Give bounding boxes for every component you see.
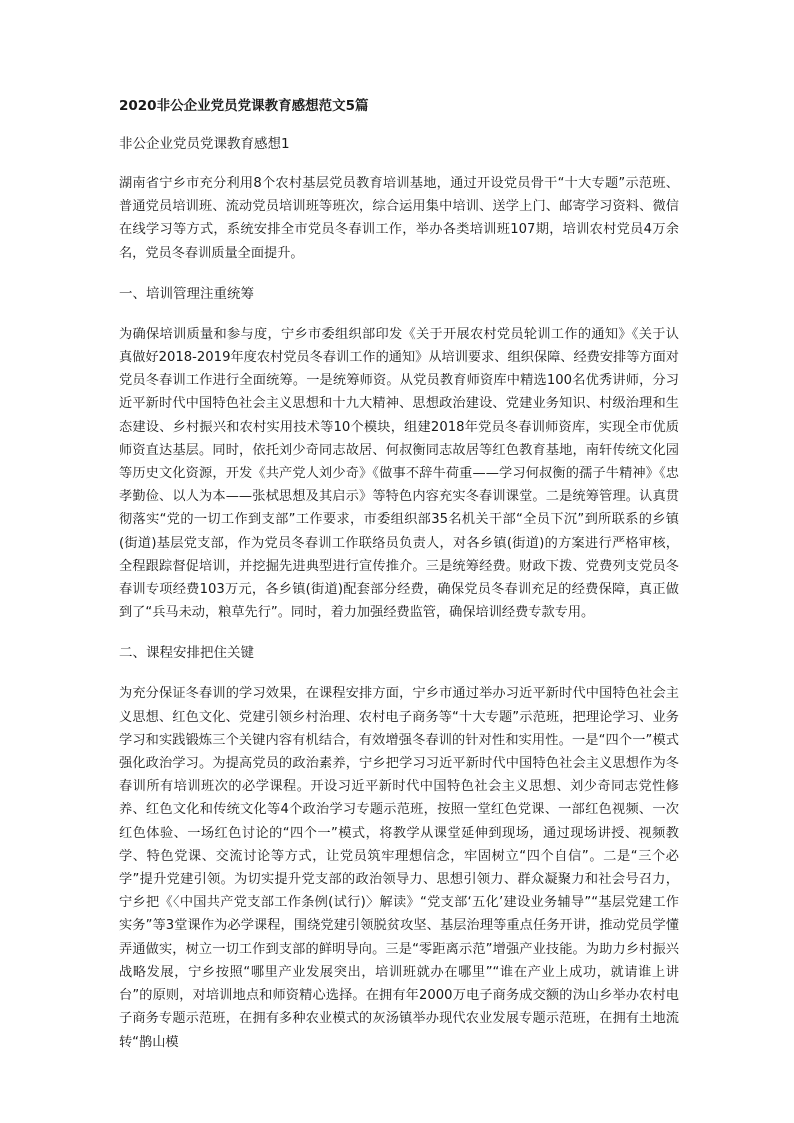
section-1-paragraph: 为确保培训质量和参与度，宁乡市委组织部印发《关于开展农村党员轮训工作的通知》《关于认真做好2018-2019年度农村党员冬春训工作的通知》从培训要求、组织保障、经费安排等方面对党员冬春训工作进行全面统筹。一是统筹师资。从党员教育师资库中精选100名优秀讲师，分习近平新时代中国特色社会主义思想和十九大精神、思想政治建设、党建业务知识、村级治理和生态建设、乡村振兴和农村实用技术等10个模块，组建2018年党员冬春训师资库，实现全市优质师资直达基层。同时，依托刘少奇同志故居、何叔衡同志故居等红色教育基地，南轩传统文化园等历史文化资源，开发《共产党人刘少奇》《做事不辞牛荷重——学习何叔衡的孺子牛精神》《忠孝勤俭、以人为本——张栻思想及其启示》等特色内容充实冬春训课堂。二是统筹管理。认真贯彻落实“党的一切工作到支部”工作要求，市委组织部35名机关干部“全员下沉”到所联系的乡镇(街道)基层党支部，作为党员冬春训工作联络员负责人，对各乡镇(街道)的方案进行严格审核，全程跟踪督促培训，并挖掘先进典型进行宣传推介。三是统筹经费。财政下拨、党费列支党员冬春训专项经费103万元，各乡镇(街道)配套部分经费，确保党员冬春训充足的经费保障，真正做到了“兵马未动，粮草先行”。同时，着力加强经费监管，确保培训经费专款专用。	[119, 326, 679, 621]
section-heading-2: 二、课程安排把住关键	[119, 645, 254, 662]
section-2-paragraph: 为充分保证冬春训的学习效果，在课程安排方面，宁乡市通过举办习近平新时代中国特色社会主义思想、红色文化、党建引领乡村治理、农村电子商务等“十大专题”示范班，把理论学习、业务学习和实践锻炼三个关键内容有机结合，有效增强冬春训的针对性和实用性。一是“四个一”模式强化政治学习。为提高党员的政治素养，宁乡把学习习近平新时代中国特色社会主义思想作为冬春训所有培训班次的必学课程。开设习近平新时代中国特色社会主义思想、刘少奇同志党性修养、红色文化和传统文化等4个政治学习专题示范班，按照一堂红色党课、一部红色视频、一次红色体验、一场红色讨论的“四个一”模式，将教学从课堂延伸到现场，通过现场讲授、视频教学、特色党课、交流讨论等方式，让党员筑牢理想信念，牢固树立“四个自信”。二是“三个必学”提升党建引领。为切实提升党支部的政治领导力、思想引领力、群众凝聚力和社会号召力，宁乡把《〈中国共产党支部工作条例(试行)〉解读》“党支部‘五化’建设业务辅导”“基层党建工作实务”等3堂课作为必学课程，围绕党建引领脱贫攻坚、基层治理等重点任务开讲，推动党员学懂弄通做实，树立一切工作到支部的鲜明导向。三是“零距离示范”增强产业技能。为助力乡村振兴战略发展，宁乡按照“哪里产业发展突出，培训班就办在哪里”“谁在产业上成功，就请谁上讲台”的原则，对培训地点和师资精心选择。在拥有年2000万电子商务成交额的沩山乡举办农村电子商务专题示范班，在拥有多种农业模式的灰汤镇举办现代农业发展专题示范班，在拥有土地流转“鹊山模	[119, 686, 679, 1050]
document-subtitle: 非公企业党员党课教育感想1	[119, 136, 290, 152]
section-heading-1: 一、培训管理注重统筹	[119, 285, 254, 302]
document-title: 2020非公企业党员党课教育感想范文5篇	[119, 98, 369, 114]
intro-paragraph: 湖南省宁乡市充分利用8个农村基层党员教育培训基地，通过开设党员骨干“十大专题”示范班、普通党员培训班、流动党员培训班等班次，综合运用集中培训、送学上门、邮寄学习资料、微信在线学习等方式，系统安排全市党员冬春训工作，举办各类培训班107期，培训农村党员4万余名，党员冬春训质量全面提升。	[119, 176, 679, 261]
document-page	[119, 96, 679, 1054]
